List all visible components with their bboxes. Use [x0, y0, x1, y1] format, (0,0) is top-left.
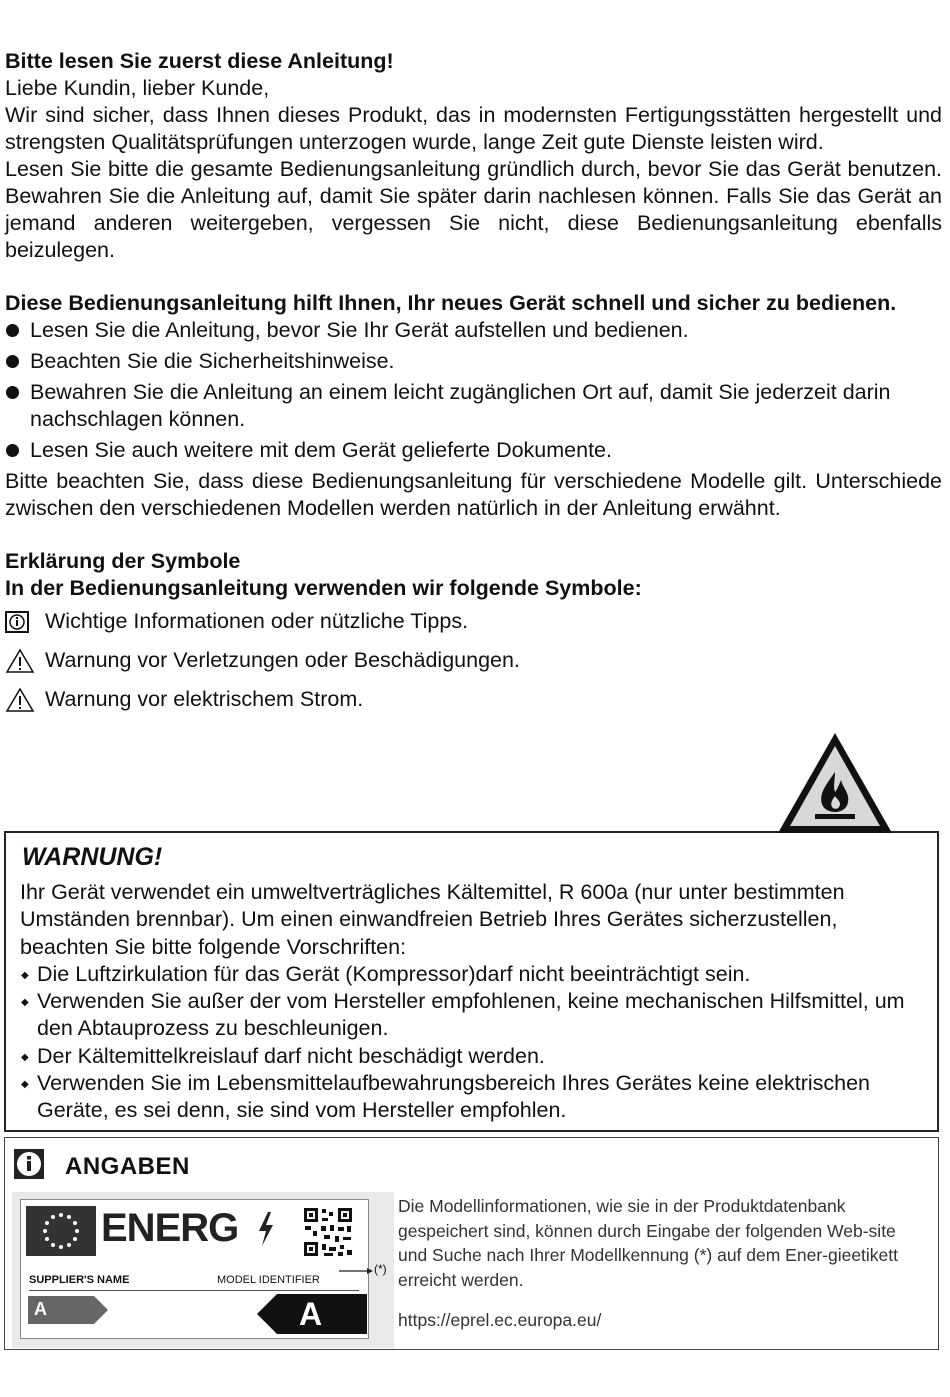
model-footnote-marker: (*) — [374, 1262, 387, 1276]
info-text: Die Modellinformationen, wie sie in der Produktdatenbank gespeichert sind, können durch Eingabe der folgenden Web-site und Suche nach Ihrer Modellkennung (*) auf dem Ener-gieetikett erreicht werden. — [398, 1196, 899, 1290]
flammable-warning-icon — [775, 730, 895, 836]
lightning-icon — [257, 1212, 275, 1246]
bullet-icon: ◆ — [21, 1051, 29, 1063]
warning-title: WARNUNG! — [22, 843, 163, 871]
bullet-icon: ◆ — [21, 997, 29, 1009]
warning-text: Ihr Gerät verwendet ein umweltverträgliches Kältemittel, R 600a (nur unter bestimmten Umständen brennbar). Um einen einwandfreien Betrieb Ihres Gerätes sicherzustellen, beachten Sie bitte folgende Vorschriften: — [20, 880, 845, 959]
bullet-icon — [6, 386, 19, 399]
energy-label — [12, 1192, 394, 1348]
symbols-heading: Erklärung der Symbole — [5, 549, 241, 573]
energy-class-big: A — [299, 1296, 323, 1332]
document-body — [5, 48, 942, 719]
energy-class-small: A — [34, 1299, 47, 1319]
list-item: Bewahren Sie die Anleitung an einem leicht zugänglichen Ort auf, damit Sie jederzeit darin nachschlagen können. — [5, 379, 942, 433]
symbol-text: Wichtige Informationen oder nützliche Tipps. — [45, 609, 469, 633]
symbol-row-electric — [5, 680, 942, 719]
salutation: Liebe Kundin, lieber Kunde, — [5, 76, 270, 100]
intro-paragraph-1: Wir sind sicher, dass Ihnen dieses Produkt, das in modernsten Fertigungsstätten hergestellt und strengsten Qualitätsprüfungen unterzogen wurde, lange Zeit gute Dienste leisten wird. — [5, 103, 942, 154]
qr-code-icon — [302, 1206, 354, 1258]
list-item: Lesen Sie die Anleitung, bevor Sie Ihr Gerät aufstellen und bedienen. — [5, 317, 942, 344]
eprel-link[interactable]: https://eprel.ec.europa.eu/ — [398, 1310, 602, 1330]
supplier-name-label: SUPPLIER'S NAME — [29, 1274, 130, 1286]
eu-flag-icon — [26, 1206, 96, 1256]
warning-triangle-icon — [5, 648, 45, 674]
guide-bullet-list — [5, 317, 942, 464]
info-header — [13, 1148, 190, 1185]
info-icon — [13, 1148, 45, 1185]
divider — [29, 1290, 359, 1291]
energy-label-title: ENERG — [101, 1206, 239, 1250]
bullet-icon — [6, 355, 19, 368]
list-item: ◆ Die Luftzirkulation für das Gerät (Kompressor)darf nicht beeinträchtigt sein. — [21, 961, 751, 986]
warning-triangle-icon — [5, 687, 45, 713]
intro-paragraph-2: Lesen Sie bitte die gesamte Bedienungsanleitung gründlich durch, bevor Sie das Gerät benutzen. Bewahren Sie die Anleitung auf, damit Sie später darin nachlesen können. Falls Sie das Gerät an jemand anderen weitergeben, vergessen Sie nicht, diese Bedienungsanleitung ebenfalls beizulegen. — [5, 157, 942, 262]
info-title: ANGABEN — [65, 1152, 190, 1180]
list-item: ◆ Verwenden Sie im Lebensmittelaufbewahrungsbereich Ihres Gerätes keine elektrischen Geräte, es sei denn, sie sind vom Hersteller empfohlen. — [21, 1071, 870, 1123]
symbol-text: Warnung vor Verletzungen oder Beschädigungen. — [45, 648, 520, 672]
symbols-subheading: In der Bedienungsanleitung verwenden wir folgende Symbole: — [5, 576, 642, 600]
model-identifier-label: MODEL IDENTIFIER — [217, 1274, 320, 1286]
bullet-icon: ◆ — [21, 969, 29, 981]
warning-box — [4, 831, 939, 1132]
warning-list — [20, 961, 925, 1125]
list-item: ◆ Der Kältemittelkreislauf darf nicht beschädigt werden. — [21, 1043, 545, 1068]
guide-heading: Diese Bedienungsanleitung hilft Ihnen, Ihr neues Gerät schnell und sicher zu bedienen. — [5, 291, 897, 315]
intro-heading: Bitte lesen Sie zuerst diese Anleitung! — [5, 49, 394, 73]
energy-label-card — [20, 1199, 369, 1339]
info-icon — [5, 611, 45, 633]
bullet-icon: ◆ — [21, 1079, 29, 1091]
info-box — [4, 1137, 939, 1350]
symbol-row-info — [5, 602, 942, 641]
list-item: Lesen Sie auch weitere mit dem Gerät gelieferte Dokumente. — [5, 437, 942, 464]
list-item: Beachten Sie die Sicherheitshinweise. — [5, 348, 942, 375]
symbol-row-warning — [5, 641, 942, 680]
arrow-right-icon — [339, 1267, 373, 1275]
list-item: ◆ Verwenden Sie außer der vom Hersteller empfohlenen, keine mechanischen Hilfsmittel, um den Abtauprozess zu beschleunigen. — [21, 989, 905, 1041]
bullet-icon — [6, 324, 19, 337]
models-note: Bitte beachten Sie, dass diese Bedienungsanleitung für verschiedene Modelle gilt. Unterschiede zwischen den verschiedenen Modellen werden natürlich in der Anleitung erwähnt. — [5, 469, 942, 520]
bullet-icon — [6, 444, 19, 457]
symbol-text: Warnung vor elektrischem Strom. — [45, 687, 364, 711]
warning-body — [20, 879, 925, 1125]
